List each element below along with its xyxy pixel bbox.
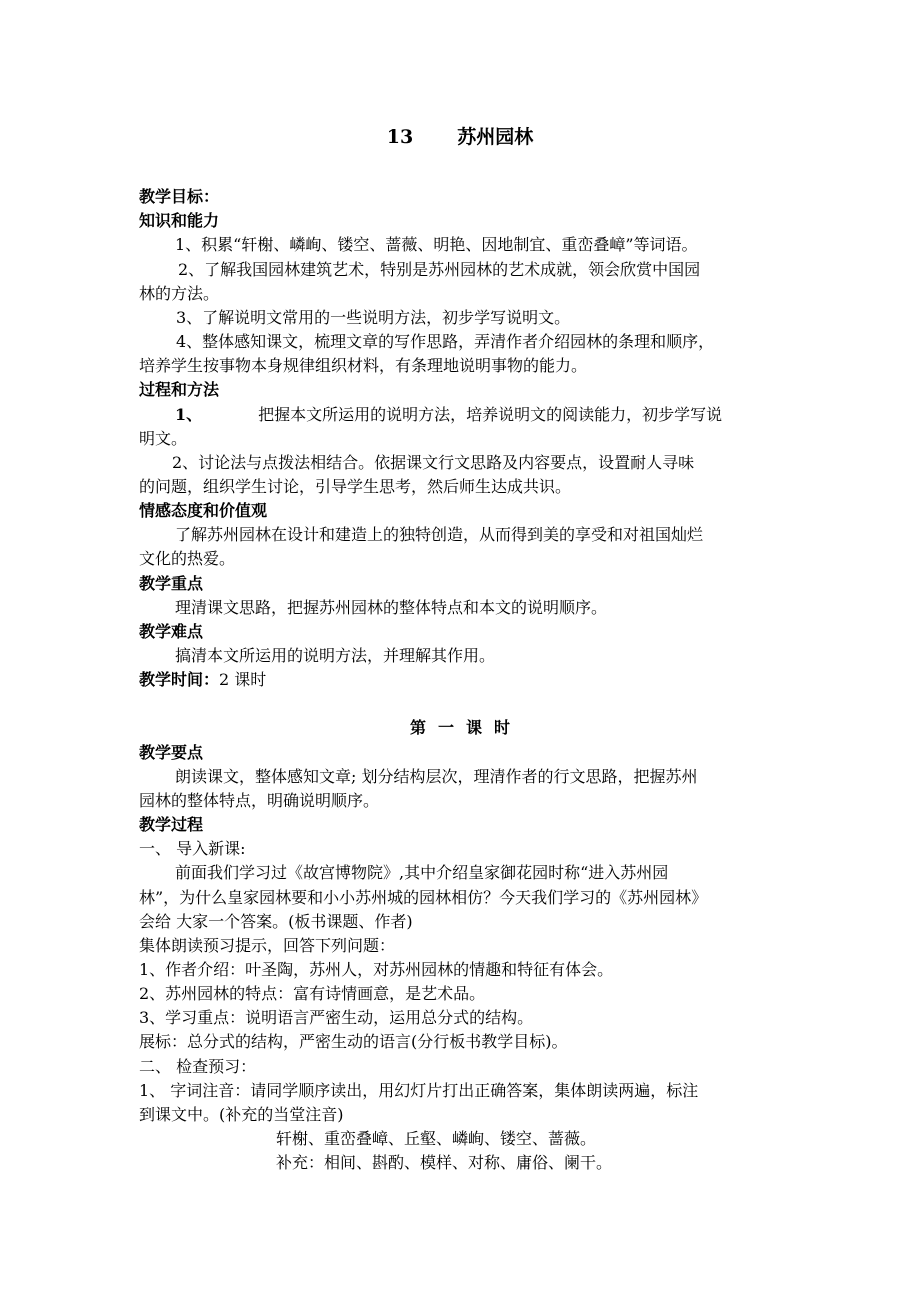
lesson-1-heading: 第一课时 bbox=[409, 718, 522, 737]
pronunciation-text: 1、 字词注音：请同学顺序读出，用幻灯片打出正确答案，集体朗读两遍，标注 bbox=[139, 1081, 699, 1100]
knowledge-item: 3、了解说明文常用的一些说明方法，初步学写说明文。 bbox=[176, 308, 571, 327]
lesson-title bbox=[0, 124, 920, 150]
knowledge-item-cont: 林的方法。 bbox=[139, 284, 220, 303]
key-points-heading: 教学重点 bbox=[139, 574, 204, 593]
pronunciation-text-cont: 到课文中。(补充的当堂注音) bbox=[139, 1105, 344, 1124]
step-1-heading: 一、 导入新课: bbox=[139, 839, 246, 858]
vocabulary-supplement: 补充：相间、斟酌、模样、对称、庸俗、阑干。 bbox=[276, 1153, 613, 1172]
knowledge-item: 2、了解我国园林建筑艺术，特别是苏州园林的艺术成就，领会欣赏中国园 bbox=[178, 260, 701, 279]
lesson-process-heading: 教学过程 bbox=[139, 815, 204, 834]
answer-item: 2、苏州园林的特点：富有诗情画意，是艺术品。 bbox=[139, 984, 486, 1003]
objectives-heading: 教学目标： bbox=[139, 187, 220, 206]
intro-text-cont: 会给 大家一个答案。(板书课题、作者) bbox=[139, 912, 413, 931]
process-item-1 bbox=[175, 404, 722, 426]
knowledge-item: 1、积累“轩榭、嶙峋、镂空、蔷薇、明艳、因地制宜、重峦叠嶂”等词语。 bbox=[175, 235, 698, 254]
teaching-time-label: 教学时间： bbox=[139, 670, 220, 689]
lesson-points-text-cont: 园林的整体特点，明确说明顺序。 bbox=[139, 791, 380, 810]
knowledge-item: 4、整体感知课文，梳理文章的写作思路，弄清作者介绍园林的条理和顺序， bbox=[176, 332, 715, 351]
lesson-points-heading: 教学要点 bbox=[139, 743, 204, 762]
process-item-2-cont: 的问题，组织学生讨论，引导学生思考，然后师生达成共识。 bbox=[139, 477, 572, 496]
teaching-time-value: 2 课时 bbox=[219, 670, 267, 689]
lesson-title-text: 苏州园林 bbox=[457, 126, 534, 148]
emotion-text-cont: 文化的热爱。 bbox=[139, 549, 236, 568]
difficulties-text: 搞清本文所运用的说明方法，并理解其作用。 bbox=[175, 646, 496, 665]
key-points-text: 理清课文思路，把握苏州园林的整体特点和本文的说明顺序。 bbox=[175, 598, 608, 617]
process-item-2: 2、讨论法与点拨法相结合。依据课文行文思路及内容要点，设置耐人寻味 bbox=[172, 453, 695, 472]
answer-item: 1、作者介绍：叶圣陶，苏州人，对苏州园林的情趣和特征有体会。 bbox=[139, 960, 614, 979]
process-item-1-text: 把握本文所运用的说明方法，培养说明文的阅读能力，初步学写说 bbox=[258, 405, 723, 424]
knowledge-heading: 知识和能力 bbox=[139, 211, 220, 230]
answer-item: 3、学习重点：说明语言严密生动，运用总分式的结构。 bbox=[139, 1008, 534, 1027]
process-item-1-number: 1、 bbox=[175, 405, 203, 424]
lesson-number: 13 bbox=[386, 126, 414, 148]
emotion-text: 了解苏州园林在设计和建造上的独特创造，从而得到美的享受和对祖国灿烂 bbox=[175, 525, 704, 544]
emotion-heading: 情感态度和价值观 bbox=[139, 501, 268, 520]
lesson-points-text: 朗读课文，整体感知文章; 划分结构层次，理清作者的行文思路，把握苏州 bbox=[175, 767, 698, 786]
step-2-heading: 二、 检查预习： bbox=[139, 1057, 257, 1076]
vocabulary-words: 轩榭、重峦叠嶂、丘壑、嶙峋、镂空、蔷薇。 bbox=[276, 1129, 597, 1148]
intro-text: 前面我们学习过《故宫博物院》,其中介绍皇家御花园时称“进入苏州园 bbox=[175, 863, 669, 882]
read-prompt: 集体朗读预习提示，回答下列问题： bbox=[139, 936, 396, 955]
teaching-time bbox=[139, 669, 266, 691]
process-item-1-cont: 明文。 bbox=[139, 429, 188, 448]
display-objectives: 展标：总分式的结构，严密生动的语言(分行板书教学目标)。 bbox=[139, 1032, 568, 1051]
intro-text-cont: 林”，为什么皇家园林要和小小苏州城的园林相仿？今天我们学习的《苏州园林》 bbox=[139, 888, 708, 907]
difficulties-heading: 教学难点 bbox=[139, 622, 204, 641]
knowledge-item-cont: 培养学生按事物本身规律组织材料，有条理地说明事物的能力。 bbox=[139, 356, 588, 375]
process-heading: 过程和方法 bbox=[139, 380, 220, 399]
